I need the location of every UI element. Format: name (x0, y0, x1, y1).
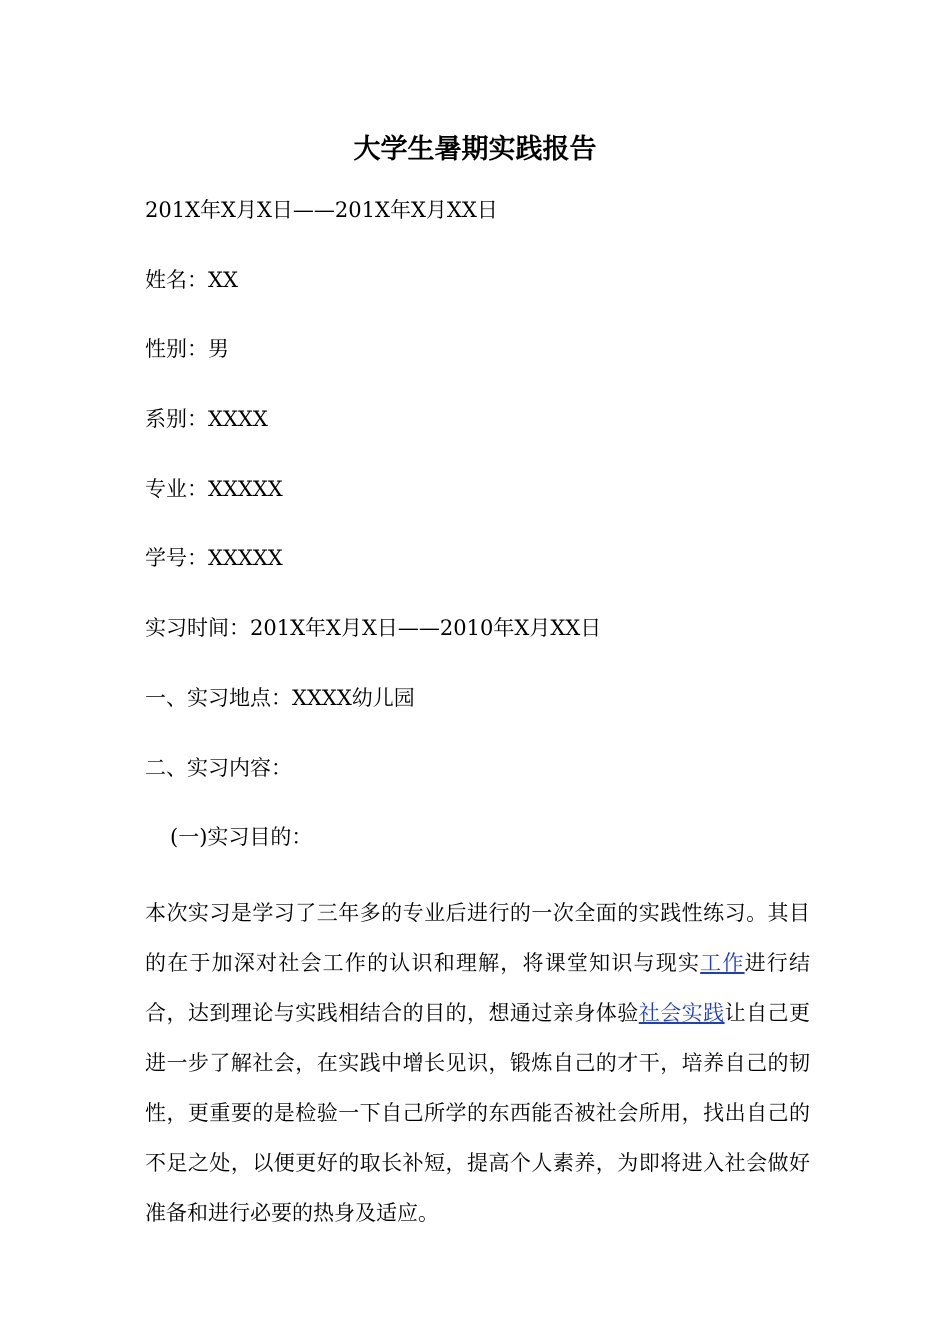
internship-time-line: 实习时间：201X年X月X日——2010年X月XX日 (145, 616, 602, 640)
student-id-line: 学号：XXXXX (145, 546, 283, 570)
gender-line: 性别：男 (145, 337, 229, 361)
date-range: 201X年X月X日——201X年X月XX日 (145, 198, 498, 222)
document-title: 大学生暑期实践报告 (353, 134, 597, 165)
paragraph-text-1: 本次实习是学习了三年多的专业后进行的一次全面的实践性练习。其目的在于加深对社会工作的认识和理解，将课堂知识与现实 (145, 901, 810, 975)
name-line: 姓名：XX (145, 268, 238, 292)
major-line: 专业：XXXXX (145, 477, 283, 501)
paragraph-text-2: 进行结合，达到理论与实践相结合的目的，想通过亲身体验 (145, 951, 811, 1025)
subsection-heading-purpose: (一)实习目的： (170, 825, 313, 849)
link-social-practice[interactable]: 社会实践 (638, 1001, 725, 1025)
section-heading-content: 二、实习内容： (145, 756, 292, 780)
link-work[interactable]: 工作 (700, 951, 745, 975)
purpose-paragraph (145, 888, 810, 1238)
section-heading-location: 一、实习地点：XXXX幼儿园 (145, 686, 415, 710)
department-line: 系别：XXXX (145, 407, 268, 431)
paragraph-text-3: 让自己更进一步了解社会，在实践中增长见识，锻炼自己的才干，培养自己的韧性，更重要的是检验一下自己所学的东西能否被社会所用，找出自己的不足之处，以便更好的取长补短，提高个人素养，为即将进入社会做好准备和进行必要的热身及适应。 (145, 1001, 811, 1225)
